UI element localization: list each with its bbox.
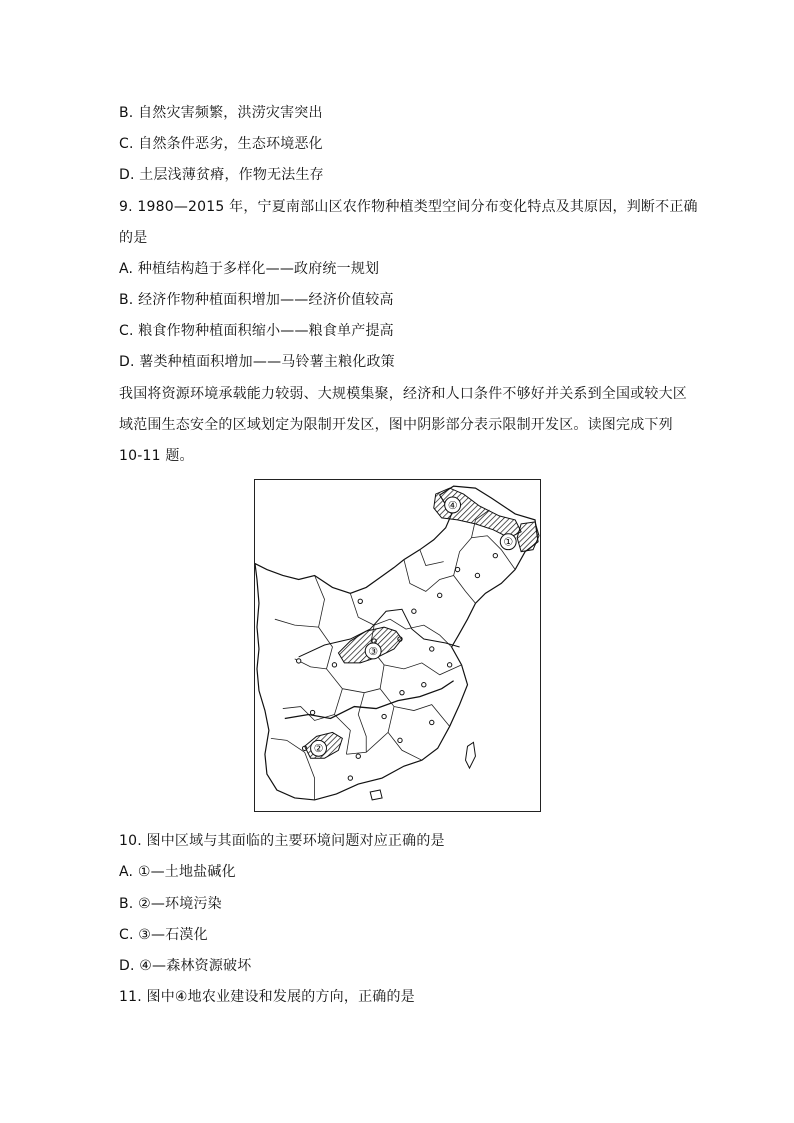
intro-line1: 我国将资源环境承载能力较弱、大规模集聚，经济和人口条件不够好并关系到全国或较大区: [119, 386, 687, 402]
option-c-q9: C. 粮食作物种植面积缩小——粮食单产提高: [119, 323, 394, 339]
option-b-q8: B. 自然灾害频繁，洪涝灾害突出: [119, 105, 323, 121]
option-d-q9: D. 薯类种植面积增加——马铃薯主粮化政策: [119, 354, 395, 370]
option-b-q9: B. 经济作物种植面积增加——经济价值较高: [119, 292, 394, 308]
hainan-island: [370, 790, 382, 800]
option-c-q8: C. 自然条件恶劣，生态环境恶化: [119, 136, 323, 152]
question-11: 11. 图中④地农业建设和发展的方向，正确的是: [119, 989, 415, 1005]
restricted-area-1: [517, 522, 539, 552]
option-b-q10: B. ②—环境污染: [119, 896, 222, 912]
taiwan-island: [466, 742, 476, 768]
question-10: 10. 图中区域与其面临的主要环境问题对应正确的是: [119, 833, 445, 849]
question-9-line1: 9. 1980—2015 年，宁夏南部山区农作物种植类型空间分布变化特点及其原因，判断不正确: [119, 199, 698, 215]
svg-text:④: ④: [447, 498, 458, 512]
restricted-area-4: [434, 488, 521, 538]
intro-line3: 10-11 题。: [119, 448, 194, 464]
option-a-q10: A. ①—土地盐碱化: [119, 864, 236, 880]
map-label-3: [365, 643, 381, 659]
svg-text:①: ①: [503, 535, 514, 549]
province-borders: [271, 510, 515, 800]
map-label-1: [500, 534, 516, 550]
option-d-q10: D. ④—森林资源破坏: [119, 958, 252, 974]
china-map-figure: [254, 479, 541, 812]
option-c-q10: C. ③—石漠化: [119, 927, 208, 943]
svg-text:②: ②: [313, 742, 324, 756]
intro-line2: 域范围生态安全的区域划定为限制开发区，图中阴影部分表示限制开发区。读图完成下列: [119, 417, 673, 433]
option-a-q9: A. 种植结构趋于多样化——政府统一规划: [119, 261, 380, 277]
question-9-line2: 的是: [119, 230, 148, 246]
svg-text:③: ③: [368, 644, 379, 658]
map-label-4: [445, 497, 461, 513]
option-d-q8: D. 土层浅薄贫瘠，作物无法生存: [119, 167, 324, 183]
map-label-2: [311, 740, 327, 756]
